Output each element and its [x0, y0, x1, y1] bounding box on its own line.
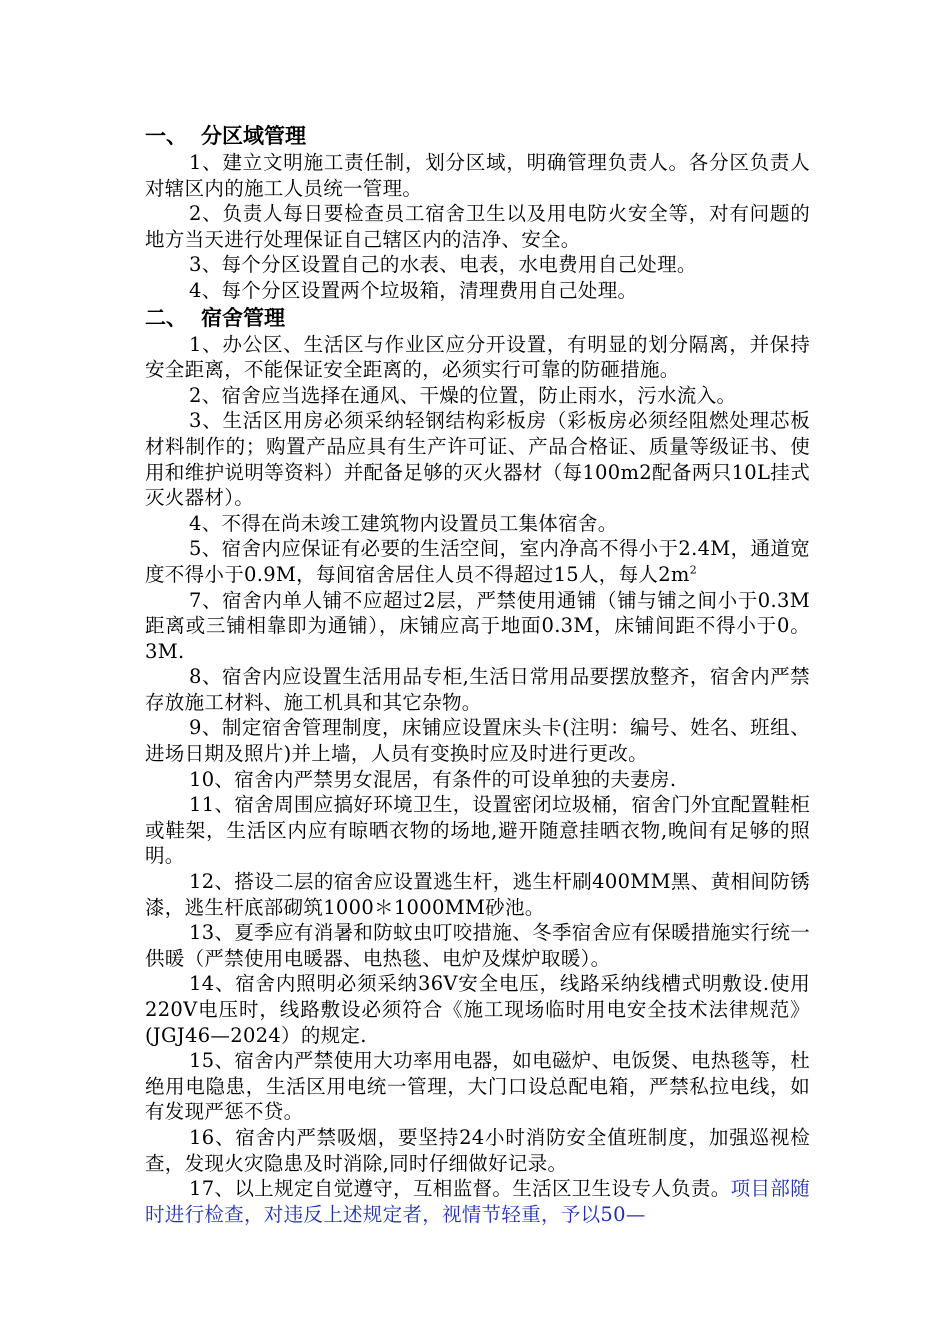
paragraph: 12、搭设二层的宿舍应设置逃生杆，逃生杆刷400MM黑、黄相间防锈漆，逃生杆底部砌筑1000＊1000MM砂池。	[145, 870, 810, 919]
paragraph: 1、建立文明施工责任制，划分区域，明确管理负责人。各分区负责人对辖区内的施工人员统一管理。	[145, 151, 810, 200]
highlighted-text: 项目部随时进行检查，对违反上述规定者，视情节轻重，予以50—	[145, 1177, 810, 1226]
paragraph: 14、宿舍内照明必须采纳36V安全电压，线路采纳线槽式明敷设.使用220V电压时，线路敷设必须符合《施工现场临时用电安全技术法律规范》(JGJ46—2024）的规定.	[145, 972, 810, 1047]
section-number: 一、	[145, 123, 187, 148]
paragraph	[145, 1176, 810, 1227]
paragraph: 8、宿舍内应设置生活用品专柜,生活日常用品要摆放整齐，宿舍内严禁存放施工材料、施工机具和其它杂物。	[145, 665, 810, 714]
paragraph: 15、宿舍内严禁使用大功率用电器，如电磁炉、电饭煲、电热毯等，杜绝用电隐患，生活区用电统一管理，大门口设总配电箱，严禁私拉电线，如有发现严惩不贷。	[145, 1049, 810, 1124]
paragraph: 16、宿舍内严禁吸烟，要坚持24小时消防安全值班制度，加强巡视检查，发现火灾隐患及时消除,同时仔细做好记录。	[145, 1125, 810, 1175]
paragraph-text: 5、宿舍内应保证有必要的生活空间，室内净高不得小于2.4M，通道宽度不得小于0.9M，每间宿舍居住人员不得超过15人，每人2m	[145, 537, 810, 586]
paragraph: 4、每个分区设置两个垃圾箱，清理费用自己处理。	[189, 278, 638, 302]
paragraph: 9、制定宿舍管理制度，床铺应设置床头卡(注明：编号、姓名、班组、进场日期及照片)并上墙，人员有变换时应及时进行更改。	[145, 716, 810, 766]
paragraph: 11、宿舍周围应搞好环境卫生，设置密闭垃圾桶，宿舍门外宜配置鞋柜或鞋架，生活区内应有晾晒衣物的场地,避开随意挂晒衣物,晚间有足够的照明。	[145, 793, 810, 868]
paragraph: 13、夏季应有消暑和防蚊虫叮咬措施、冬季宿舍应有保暖措施实行统一供暖（严禁使用电暖器、电热毯、电炉及煤炉取暖）。	[145, 921, 810, 970]
paragraph	[145, 536, 810, 587]
paragraph: 2、负责人每日要检查员工宿舍卫生以及用电防火安全等，对有问题的地方当天进行处理保证自己辖区内的洁净、安全。	[145, 202, 810, 251]
section-title: 宿舍管理	[201, 304, 285, 330]
superscript: 2	[689, 563, 698, 577]
paragraph: 1、办公区、生活区与作业区应分开设置，有明显的划分隔离，并保持安全距离，不能保证安全距离的，必须实行可靠的防砸措施。	[145, 332, 810, 382]
paragraph: 2、宿舍应当选择在通风、干燥的位置，防止雨水，污水流入。	[189, 383, 737, 407]
paragraph: 3、生活区用房必须采纳轻钢结构彩板房（彩板房必须经阻燃处理芯板材料制作的；购置产品应具有生产许可证、产品合格证、质量等级证书、使用和维护说明等资料）并配备足够的灭火器材（每100m2配备两只10L挂式灭火器材）。	[145, 409, 810, 510]
paragraph: 7、宿舍内单人铺不应超过2层，严禁使用通铺（铺与铺之间小于0.3M距离或三铺相靠即为通铺），床铺应高于地面0.3M，床铺间距不得小于0。3M.	[145, 588, 810, 663]
paragraph: 3、每个分区设置自己的水表、电表，水电费用自己处理。	[189, 253, 697, 277]
section-title: 分区域管理	[201, 123, 306, 148]
paragraph: 10、宿舍内严禁男女混居，有条件的可设单独的夫妻房.	[189, 767, 677, 791]
section-heading-1	[145, 122, 810, 150]
paragraph-text: 17、以上规定自觉遵守，互相监督。生活区卫生设专人负责。	[189, 1177, 731, 1201]
document-body	[145, 122, 810, 1227]
section-number: 二、	[145, 304, 187, 330]
paragraph: 4、不得在尚未竣工建筑物内设置员工集体宿舍。	[189, 511, 618, 535]
section-heading-2	[145, 304, 810, 332]
